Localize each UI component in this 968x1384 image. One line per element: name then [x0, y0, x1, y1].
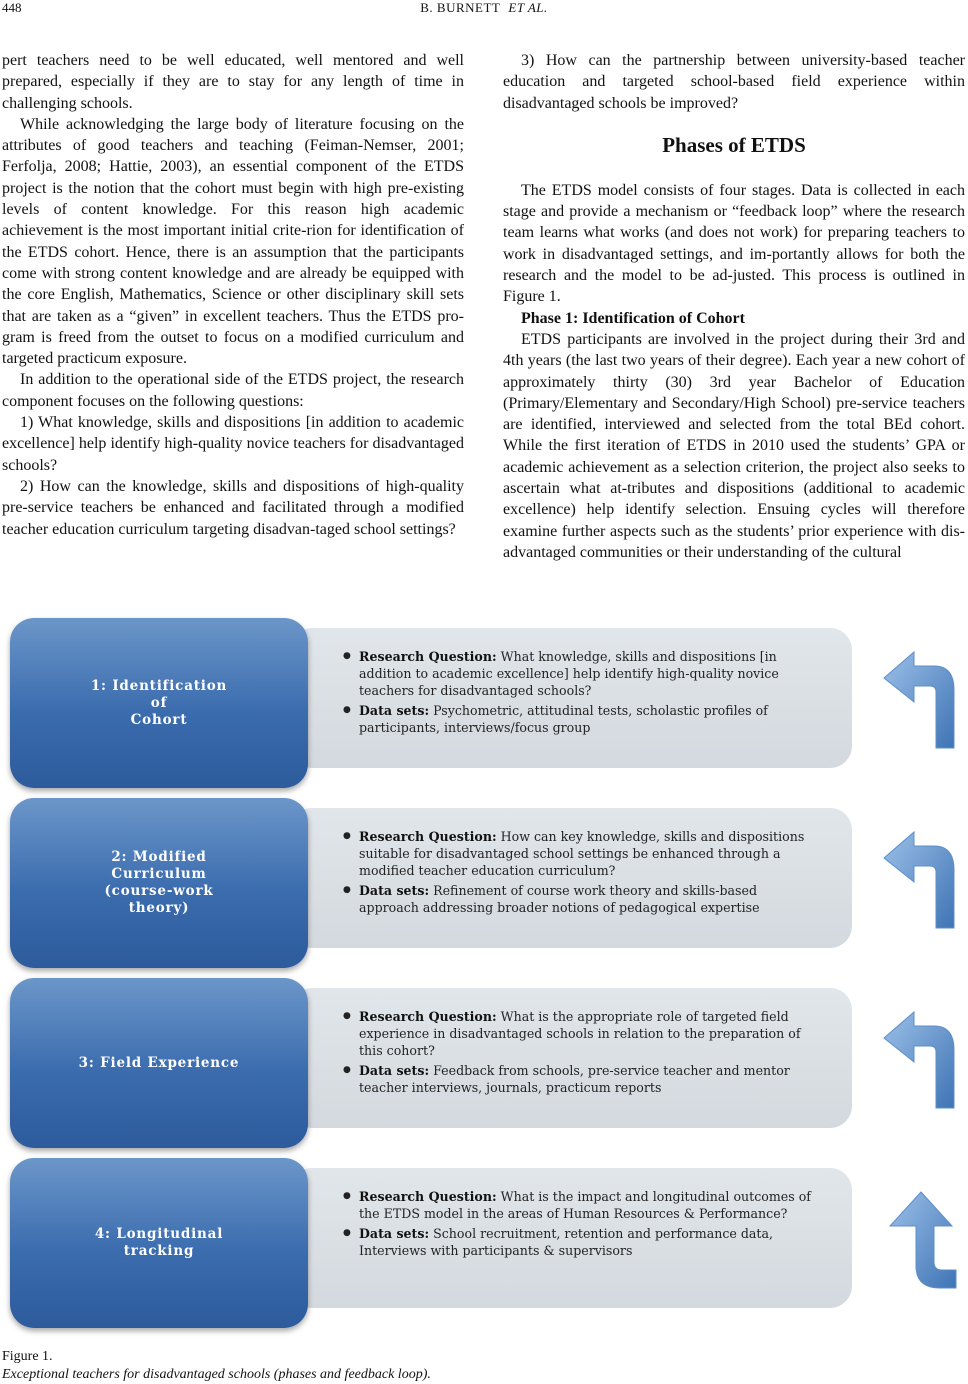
- rq-text: How can key knowledge, skills and dispositions suitable for disadvantaged school settings be enhanced through a modified teacher education curriculum?: [359, 829, 805, 878]
- curved-return-arrow-icon: [880, 830, 962, 930]
- paragraph: The ETDS model consists of four stages. Data is collected in each stage and provide a mechanism or “feedback loop” where the research team learns what works (and does not work) for preparing teachers to work in disadvantaged settings, and im-portantly allows for both the research and the model to be ad-justed. This process is outlined in Figure 1.: [503, 181, 965, 306]
- running-head: [0, 0, 968, 16]
- paragraph: pert teachers need to be well educated, well mentored and well prepared, especially if they are to stay for any length of time in challenging schools.: [2, 52, 464, 112]
- right-column: [503, 50, 965, 563]
- section-heading: Phases of ETDS: [662, 132, 806, 157]
- research-question-bullet: [343, 1008, 813, 1059]
- research-question-bullet: [343, 1188, 813, 1222]
- paragraph: ETDS participants are involved in the project during their 3rd and 4th years (the last two years of their degree). Each year a new cohort of approximately thirty (30) 3rd year Bachelor of Education (Primary/Elementary and Secondary/High School) pre-service teachers are identified, interviewed and selected from the total BEd cohort. While the first iteration of ETDS in 2010 used the students’ GPA or academic achievement as a selection criterion, the project also seeks to ascertain what at-tributes and dispositions (additional to academic excellence) help identify selection. Ensuing cycles will therefore examine further aspects such as the students’ prior experience with dis-advantaged communities or their understanding of the cultural: [503, 330, 965, 561]
- stage-title: 1: Identification of Cohort: [90, 677, 228, 728]
- research-question-1: 1) What knowledge, skills and dispositions [in addition to academic excellence] help identify high-quality novice teachers for disadvantaged schools?: [2, 414, 464, 474]
- stage-box: [10, 618, 308, 788]
- rq-label: Research Question:: [359, 649, 497, 664]
- rq-text: What is the impact and longitudinal outcomes of the ETDS model in the areas of Human Resources & Performance?: [359, 1189, 811, 1221]
- research-question-bullet: [343, 828, 813, 879]
- ds-text: Psychometric, attitudinal tests, scholastic profiles of participants, interviews/focus group: [359, 703, 768, 735]
- stage-details: [343, 1188, 813, 1262]
- stage-details: [343, 1008, 813, 1099]
- caption-label: Figure 1.: [2, 1349, 53, 1364]
- research-question-bullet: [343, 648, 813, 699]
- curved-return-arrow-icon: [880, 650, 962, 750]
- rq-text: What knowledge, skills and dispositions [in addition to academic excellence] help identify high-quality novice teachers for disadvantaged schools?: [359, 649, 779, 698]
- paragraph: While acknowledging the large body of literature focusing on the attributes of good teachers and teaching (Feiman-Nemser, 2001; Ferfolja, 2008; Hattie, 2003), an essential component of the ETDS project is the notion that the cohort must begin with high pre-existing levels of content knowledge. For this reason high academic achievement is the most important initial crite-rion for identification of the ETDS cohort. Hence, there is an assumption that the participants come with strong content knowledge and are already be equipped with the core English, Mathematics, Science or other disciplinary skill sets that are taken as a “given” in excellent teachers. Thus the ETDS pro-gram is freed from the outset to focus on a modified curriculum and targeted practicum exposure.: [2, 115, 464, 368]
- data-sets-bullet: [343, 1062, 813, 1096]
- caption-text: Exceptional teachers for disadvantaged schools (phases and feedback loop).: [2, 1367, 431, 1382]
- stage-title: 4: Longitudinal tracking: [94, 1226, 224, 1259]
- stage-2: [10, 790, 968, 962]
- stage-3: [10, 970, 968, 1142]
- stage-1: [10, 610, 968, 782]
- running-header: [0, 0, 968, 20]
- rq-label: Research Question:: [359, 829, 497, 844]
- data-sets-bullet: [343, 702, 813, 736]
- rq-text: What is the appropriate role of targeted field experience in disadvantaged schools in relation to the preparation of this cohort?: [359, 1009, 801, 1058]
- ds-label: Data sets:: [359, 1063, 430, 1078]
- rq-label: Research Question:: [359, 1009, 497, 1024]
- stage-details: [343, 828, 813, 919]
- rq-label: Research Question:: [359, 1189, 497, 1204]
- stage-box: [10, 978, 308, 1148]
- stage-details: [343, 648, 813, 739]
- left-column: [2, 50, 464, 540]
- ds-label: Data sets:: [359, 883, 430, 898]
- running-head-authors: B. BURNETT: [420, 0, 501, 15]
- subsection-heading: Phase 1: Identification of Cohort: [521, 309, 745, 327]
- figure-caption: [2, 1348, 431, 1384]
- research-question-2: 2) How can the knowledge, skills and dispositions of high-quality pre-service teachers be enhanced and facilitated through a modified teacher education curriculum targeting disadvan-taged school settings?: [2, 477, 464, 538]
- stage-box: [10, 798, 308, 968]
- ds-label: Data sets:: [359, 703, 430, 718]
- data-sets-bullet: [343, 1225, 813, 1259]
- ds-label: Data sets:: [359, 1226, 430, 1241]
- research-question-3: 3) How can the partnership between university-based teacher education and targeted school-based field experience within disadvantaged schools be improved?: [503, 52, 965, 112]
- stage-title: 3: Field Experience: [78, 1054, 240, 1071]
- figure-1: [0, 602, 968, 1342]
- up-arrow-icon: [880, 1190, 962, 1290]
- curved-return-arrow-icon: [880, 1010, 962, 1110]
- stage-title: 2: Modified Curriculum (course-work theory): [104, 849, 214, 916]
- paragraph: In addition to the operational side of the ETDS project, the research component focuses on the following questions:: [2, 371, 464, 410]
- ds-text: Feedback from schools, pre-service teacher and mentor teacher interviews, journals, practicum reports: [359, 1063, 790, 1095]
- stage-box: [10, 1158, 308, 1328]
- page-number: 448: [2, 0, 22, 15]
- ds-text: School recruitment, retention and performance data, Interviews with participants & supervisors: [359, 1226, 774, 1258]
- ds-text: Refinement of course work theory and skills-based approach addressing broader notions of pedagogical expertise: [359, 883, 760, 915]
- data-sets-bullet: [343, 882, 813, 916]
- running-head-et-al: ET AL.: [508, 0, 548, 15]
- stage-4: [10, 1150, 968, 1322]
